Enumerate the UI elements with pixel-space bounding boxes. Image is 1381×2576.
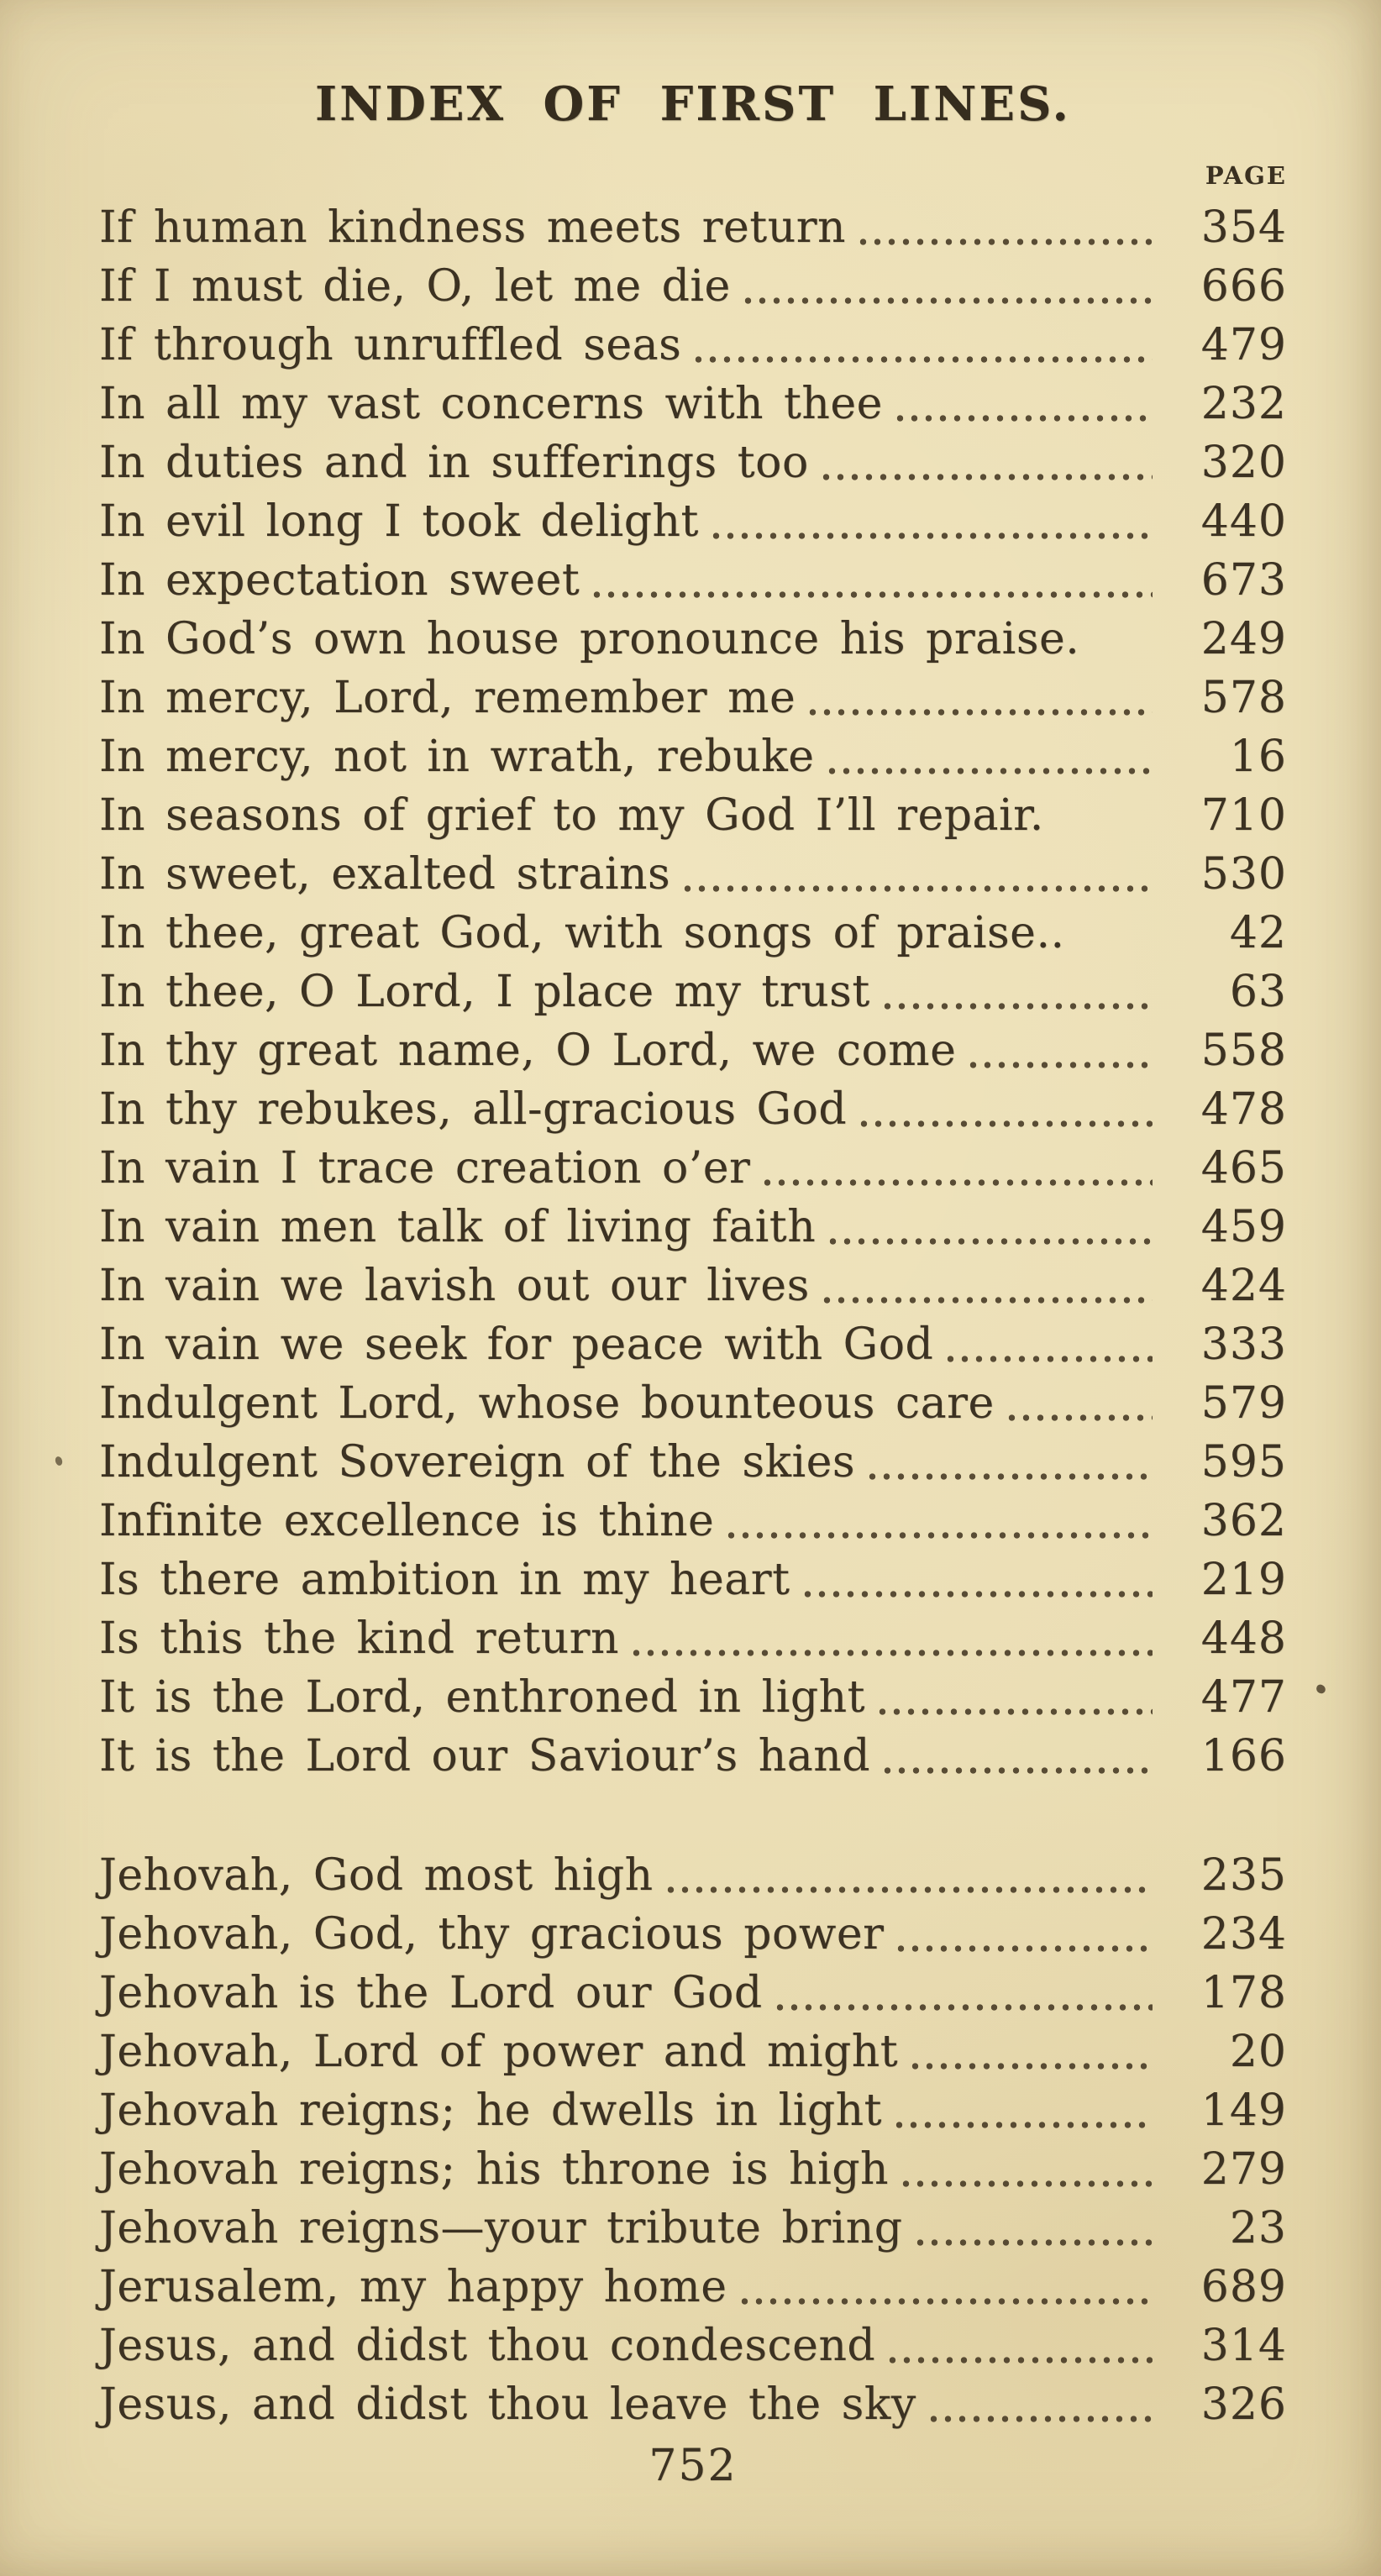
entry-page-number: 235: [1200, 1850, 1287, 1901]
index-entry: [99, 1727, 1287, 1786]
page-title: INDEX OF FIRST LINES.: [314, 76, 1072, 132]
index-entry: [99, 2316, 1287, 2375]
entry-page-number: 16: [1229, 732, 1287, 782]
index-list: [99, 198, 1287, 2434]
dot-leader: [818, 1257, 1154, 1315]
dot-leader: [771, 1964, 1154, 2023]
entry-first-line: Jesus, and didst thou leave the sky: [99, 2379, 916, 2430]
entry-first-line: It is the Lord, enthroned in light: [99, 1672, 866, 1723]
entry-first-line: Indulgent Lord, whose bounteous care: [99, 1378, 995, 1429]
dot-leader: [823, 727, 1154, 786]
section-gap: [99, 1786, 1287, 1846]
entry-page-number: 578: [1200, 673, 1287, 723]
entry-first-line: In vain I trace creation o’er: [99, 1143, 751, 1194]
index-entry: [99, 963, 1287, 1021]
dot-leader: [739, 257, 1154, 316]
entry-first-line: In vain men talk of living faith: [99, 1202, 817, 1252]
entry-page-number: 279: [1200, 2144, 1287, 2195]
index-entry: [99, 1905, 1287, 1964]
dot-leader: [884, 2316, 1154, 2375]
page-folio: 752: [648, 2441, 738, 2491]
dot-leader: [627, 1609, 1154, 1668]
entry-page-number: 333: [1200, 1319, 1287, 1370]
entry-page-number: 710: [1200, 790, 1287, 841]
entry-first-line: In thee, great God, with songs of praise..: [99, 908, 1065, 958]
index-entry: [99, 1139, 1287, 1198]
index-entry: [99, 1198, 1287, 1257]
entry-page-number: 689: [1200, 2262, 1287, 2312]
index-entry: [99, 433, 1287, 492]
entry-first-line: In all my vast concerns with thee: [99, 379, 883, 429]
index-entry: [99, 669, 1287, 727]
dot-leader: [911, 2199, 1154, 2258]
index-entry: [99, 610, 1287, 669]
entry-page-number: 20: [1229, 2027, 1287, 2077]
index-entry: [99, 2258, 1287, 2316]
dot-leader: [925, 2375, 1154, 2434]
entry-page-number: 595: [1200, 1437, 1287, 1487]
index-entry: [99, 316, 1287, 375]
entry-page-number: 558: [1200, 1026, 1287, 1076]
margin-ink-speck: [1315, 1683, 1326, 1695]
entry-first-line: It is the Lord our Saviour’s hand: [99, 1731, 870, 1781]
dot-leader: [804, 669, 1154, 727]
dot-leader: [736, 2258, 1155, 2316]
index-entry: [99, 1315, 1287, 1374]
dot-leader: [1053, 786, 1154, 845]
entry-page-number: 673: [1200, 555, 1287, 606]
entry-first-line: In thy great name, O Lord, we come: [99, 1026, 957, 1076]
entry-first-line: In evil long I took delight: [99, 496, 699, 547]
entry-page-number: 440: [1200, 496, 1287, 547]
entry-first-line: If through unruffled seas: [99, 320, 682, 370]
index-entry: [99, 1609, 1287, 1668]
dot-leader: [891, 375, 1154, 433]
entry-first-line: Is this the kind return: [99, 1613, 619, 1664]
entry-first-line: In thee, O Lord, I place my trust: [99, 967, 870, 1017]
dot-leader: [759, 1139, 1154, 1198]
index-entry: [99, 1550, 1287, 1609]
entry-page-number: 530: [1200, 849, 1287, 900]
entry-first-line: Jerusalem, my happy home: [99, 2262, 727, 2312]
entry-page-number: 579: [1200, 1378, 1287, 1429]
index-entry: [99, 1080, 1287, 1139]
dot-leader: [855, 1080, 1154, 1139]
index-entry: [99, 1492, 1287, 1550]
dot-leader: [890, 2081, 1154, 2140]
entry-first-line: Jehovah reigns; he dwells in light: [99, 2085, 883, 2136]
entry-first-line: Jehovah, God most high: [99, 1850, 654, 1901]
entry-first-line: Is there ambition in my heart: [99, 1555, 790, 1605]
entry-first-line: In mercy, Lord, remember me: [99, 673, 796, 723]
entry-first-line: Infinite excellence is thine: [99, 1496, 715, 1546]
index-entry: [99, 845, 1287, 904]
entry-first-line: If I must die, O, let me die: [99, 261, 731, 312]
entry-page-number: 477: [1200, 1672, 1287, 1723]
entry-page-number: 320: [1200, 438, 1287, 488]
dot-leader: [799, 1550, 1154, 1609]
dot-leader: [964, 1021, 1154, 1080]
entry-first-line: In expectation sweet: [99, 555, 580, 606]
entry-page-number: 234: [1200, 1909, 1287, 1960]
entry-page-number: 42: [1229, 908, 1287, 958]
entry-first-line: In vain we seek for peace with God: [99, 1319, 934, 1370]
index-entry: [99, 786, 1287, 845]
entry-first-line: If human kindness meets return: [99, 202, 847, 253]
dot-leader: [942, 1315, 1154, 1374]
entry-page-number: 219: [1200, 1555, 1287, 1605]
index-entry: [99, 1433, 1287, 1492]
index-entry: [99, 198, 1287, 257]
index-entry: [99, 2081, 1287, 2140]
entry-first-line: Jehovah, Lord of power and might: [99, 2027, 899, 2077]
index-entry: [99, 2140, 1287, 2199]
dot-leader: [864, 1433, 1154, 1492]
index-entry: [99, 1021, 1287, 1080]
index-entry: [99, 2199, 1287, 2258]
dot-leader: [662, 1846, 1154, 1905]
entry-page-number: 424: [1200, 1261, 1287, 1311]
index-entry: [99, 1668, 1287, 1727]
dot-leader: [824, 1198, 1154, 1257]
index-entry: [99, 2023, 1287, 2081]
entry-page-number: 326: [1200, 2379, 1287, 2430]
entry-first-line: Jehovah, God, thy gracious power: [99, 1909, 885, 1960]
entry-first-line: In seasons of grief to my God I’ll repair.: [99, 790, 1044, 841]
entry-page-number: 465: [1200, 1143, 1287, 1194]
dot-leader: [817, 433, 1154, 492]
entry-page-number: 362: [1200, 1496, 1287, 1546]
dot-leader: [1074, 904, 1154, 963]
index-entry: [99, 1846, 1287, 1905]
entry-page-number: 666: [1200, 261, 1287, 312]
dot-leader: [690, 316, 1154, 375]
index-entry: [99, 2375, 1287, 2434]
entry-first-line: Jehovah is the Lord our God: [99, 1968, 763, 2018]
entry-page-number: 63: [1229, 967, 1287, 1017]
entry-page-number: 166: [1200, 1731, 1287, 1781]
dot-leader: [854, 198, 1154, 257]
entry-page-number: 448: [1200, 1613, 1287, 1664]
entry-first-line: In sweet, exalted strains: [99, 849, 671, 900]
dot-leader: [892, 1905, 1154, 1964]
index-entry: [99, 551, 1287, 610]
dot-leader: [707, 492, 1154, 551]
dot-leader: [906, 2023, 1154, 2081]
entry-page-number: 178: [1200, 1968, 1287, 2018]
index-entry: [99, 1257, 1287, 1315]
dot-leader: [1088, 610, 1154, 669]
dot-leader: [879, 963, 1154, 1021]
entry-page-number: 478: [1200, 1084, 1287, 1135]
dot-leader: [588, 551, 1154, 610]
dot-leader: [1003, 1374, 1154, 1433]
entry-first-line: In thy rebukes, all-gracious God: [99, 1084, 848, 1135]
entry-first-line: Jesus, and didst thou condescend: [99, 2321, 876, 2371]
dot-leader: [879, 1727, 1154, 1786]
dot-leader: [722, 1492, 1154, 1550]
entry-first-line: In God’s own house pronounce his praise.: [99, 614, 1080, 664]
entry-page-number: 249: [1200, 614, 1287, 664]
entry-page-number: 479: [1200, 320, 1287, 370]
entry-first-line: In vain we lavish out our lives: [99, 1261, 810, 1311]
index-entry: [99, 1964, 1287, 2023]
entry-first-line: Jehovah reigns—your tribute bring: [99, 2203, 903, 2253]
entry-page-number: 459: [1200, 1202, 1287, 1252]
index-entry: [99, 904, 1287, 963]
entry-first-line: Jehovah reigns; his throne is high: [99, 2144, 890, 2195]
index-entry: [99, 727, 1287, 786]
entry-first-line: Indulgent Sovereign of the skies: [99, 1437, 856, 1487]
index-entry: [99, 257, 1287, 316]
entry-page-number: 149: [1200, 2085, 1287, 2136]
dot-leader: [897, 2140, 1154, 2199]
entry-page-number: 23: [1229, 2203, 1287, 2253]
entry-page-number: 354: [1200, 202, 1287, 253]
dot-leader: [874, 1668, 1154, 1727]
index-entry: [99, 492, 1287, 551]
entry-page-number: 232: [1200, 379, 1287, 429]
entry-page-number: 314: [1200, 2321, 1287, 2371]
entry-first-line: In duties and in sufferings too: [99, 438, 809, 488]
index-entry: [99, 375, 1287, 433]
margin-ink-dot: [54, 1456, 63, 1466]
dot-leader: [679, 845, 1154, 904]
entry-first-line: In mercy, not in wrath, rebuke: [99, 732, 815, 782]
page-column-header: PAGE: [1205, 161, 1287, 190]
index-entry: [99, 1374, 1287, 1433]
